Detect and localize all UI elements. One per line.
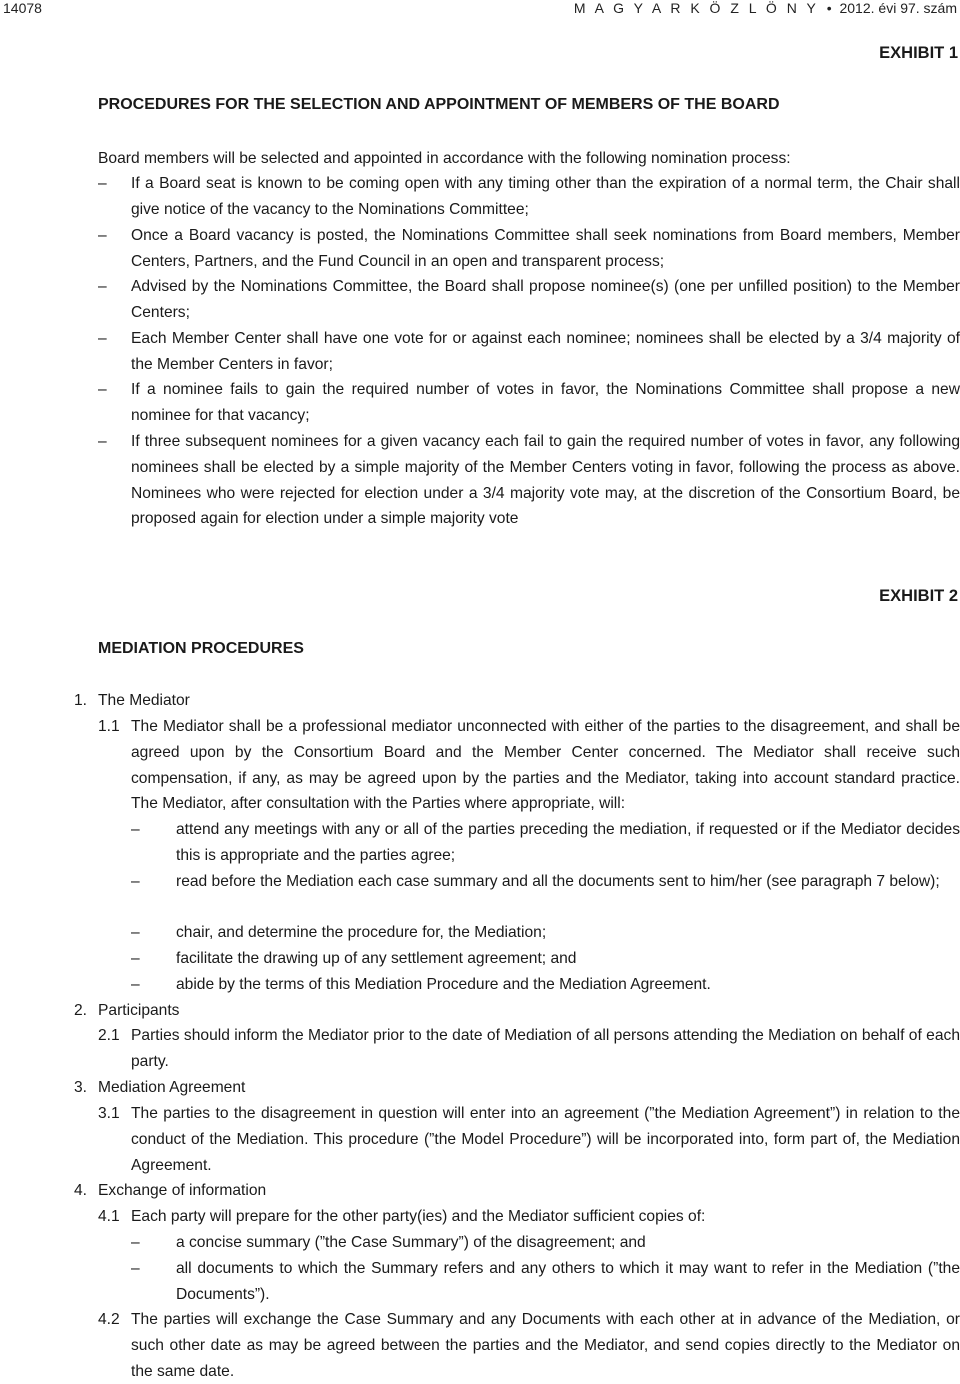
list-item-text: attend any meetings with any or all of the parties preceding the mediation, if requested or if the Mediator decides this is appropriate and the parties agree;: [176, 821, 960, 864]
dash-marker: –: [131, 821, 140, 838]
list-item: [131, 1256, 960, 1308]
section-title: The Mediator: [98, 692, 190, 709]
paragraph-1-1: [98, 714, 960, 817]
paragraph-text: Parties should inform the Mediator prior to the date of Mediation of all persons attending the Mediation on behalf of each party.: [131, 1027, 960, 1070]
dash-marker: –: [98, 381, 107, 398]
paragraph-number: 2.1: [98, 1027, 120, 1044]
dash-marker: –: [131, 924, 140, 941]
list-item-text: a concise summary (”the Case Summary”) of the disagreement; and: [176, 1234, 646, 1251]
paragraph-number: 3.1: [98, 1105, 120, 1122]
list-item: [98, 326, 960, 378]
list-item-text: If a Board seat is known to be coming open with any timing other than the expiration of a normal term, the Chair shall give notice of the vacancy to the Nominations Committee;: [131, 175, 960, 218]
list-item-text: Once a Board vacancy is posted, the Nominations Committee shall seek nominations from Board members, Member Centers, Partners, and the Fund Council in an open and transparent process;: [131, 227, 960, 270]
running-header: [0, 0, 960, 18]
list-item: [98, 274, 960, 326]
section-number: 2.: [74, 1002, 88, 1019]
issue-label: 2012. évi 97. szám: [839, 0, 957, 16]
list-item: [131, 920, 960, 946]
dash-marker: –: [131, 873, 140, 890]
section-title: Mediation Agreement: [98, 1079, 246, 1096]
section-2-heading: [74, 998, 960, 1024]
paragraph-text: The parties to the disagreement in question will enter into an agreement (”the Mediation Agreement”) in relation to the conduct of the Mediation. This procedure (”the Model Procedure”) will be incorporated into, form part of, the Mediation Agreement.: [131, 1105, 960, 1174]
list-item-text: If a nominee fails to gain the required number of votes in favor, the Nominations Committee shall propose a new nominee for that vacancy;: [131, 381, 960, 424]
list-item: [98, 377, 960, 429]
list-item-text: Advised by the Nominations Committee, the Board shall propose nominee(s) (one per unfilled position) to the Member Centers;: [131, 278, 960, 321]
journal-title: M A G Y A R K Ö Z L Ö N Y: [573, 0, 819, 16]
list-item-text: chair, and determine the procedure for, the Mediation;: [176, 924, 547, 941]
exhibit-2-title: MEDIATION PROCEDURES: [98, 640, 304, 657]
list-item: [131, 817, 960, 869]
list-item: [98, 429, 960, 532]
dash-marker: –: [98, 227, 107, 244]
paragraph-number: 1.1: [98, 718, 120, 735]
paragraph-number: 4.2: [98, 1311, 120, 1328]
dash-marker: –: [131, 976, 140, 993]
list-item-text: read before the Mediation each case summary and all the documents sent to him/her (see paragraph 7 below);: [176, 873, 940, 890]
list-item-text: Each Member Center shall have one vote for or against each nominee; nominees shall be elected by a 3/4 majority of the Member Centers in favor;: [131, 330, 960, 373]
dash-marker: –: [98, 278, 107, 295]
separator-bullet: •: [826, 0, 832, 16]
section-1-heading: [74, 688, 960, 714]
exhibit-1-title: PROCEDURES FOR THE SELECTION AND APPOINTMENT OF MEMBERS OF THE BOARD: [98, 96, 780, 113]
list-item: [131, 1230, 960, 1256]
section-title: Exchange of information: [98, 1182, 267, 1199]
page-number: 14078: [3, 0, 42, 16]
section-number: 1.: [74, 692, 88, 709]
section-title: Participants: [98, 1002, 180, 1019]
dash-marker: –: [131, 1234, 140, 1251]
paragraph-3-1: [98, 1101, 960, 1178]
paragraph-4-2: [98, 1307, 960, 1384]
list-item: [131, 972, 960, 998]
list-item-text: facilitate the drawing up of any settlement agreement; and: [176, 950, 577, 967]
paragraph-2-1: [98, 1023, 960, 1075]
dash-marker: –: [131, 1260, 140, 1277]
paragraph-text: The Mediator shall be a professional mediator unconnected with either of the parties to the disagreement, and shall be agreed upon by the Consortium Board and the Member Center concerned. The Mediator shall receive such compensation, if any, as may be agreed upon by the parties and the Mediator, taking into account standard practice. The Mediator, after consultation with the Parties where appropriate, will:: [131, 718, 960, 813]
dash-marker: –: [98, 433, 107, 450]
exhibit-1-label: EXHIBIT 1: [879, 44, 958, 62]
section-number: 3.: [74, 1079, 88, 1096]
paragraph-text: The parties will exchange the Case Summary and any Documents with each other at in advance of the Mediation, or such other date as may be agreed between the parties and the Mediator, and send copies directly to the Mediator on the same date.: [131, 1311, 960, 1380]
exhibit-1-intro: Board members will be selected and appointed in accordance with the following nomination process:: [98, 150, 791, 167]
list-item: [131, 869, 960, 895]
section-number: 4.: [74, 1182, 88, 1199]
list-item: [98, 223, 960, 275]
list-item-text: all documents to which the Summary refers and any others to which it may want to refer in the Mediation (”the Documents”).: [176, 1260, 960, 1303]
dash-marker: –: [98, 330, 107, 347]
list-item-text: abide by the terms of this Mediation Procedure and the Mediation Agreement.: [176, 976, 711, 993]
section-4-heading: [74, 1178, 960, 1204]
list-item-text: If three subsequent nominees for a given vacancy each fail to gain the required number of votes in favor, any following nominees shall be elected by a simple majority of the Member Centers voting in favor, following the process as above. Nominees who were rejected for election under a 3/4 majority vote may, at the discretion of the Consortium Board, be proposed again for election under a simple majority vote: [131, 433, 960, 528]
dash-marker: –: [98, 175, 107, 192]
paragraph-4-1: [98, 1204, 960, 1230]
list-item: [131, 946, 960, 972]
paragraph-number: 4.1: [98, 1208, 120, 1225]
list-item: [98, 171, 960, 223]
paragraph-text: Each party will prepare for the other party(ies) and the Mediator sufficient copies of:: [131, 1208, 706, 1225]
section-3-heading: [74, 1075, 960, 1101]
dash-marker: –: [131, 950, 140, 967]
journal-issue-line: [574, 0, 957, 16]
exhibit-2-label: EXHIBIT 2: [879, 587, 958, 605]
